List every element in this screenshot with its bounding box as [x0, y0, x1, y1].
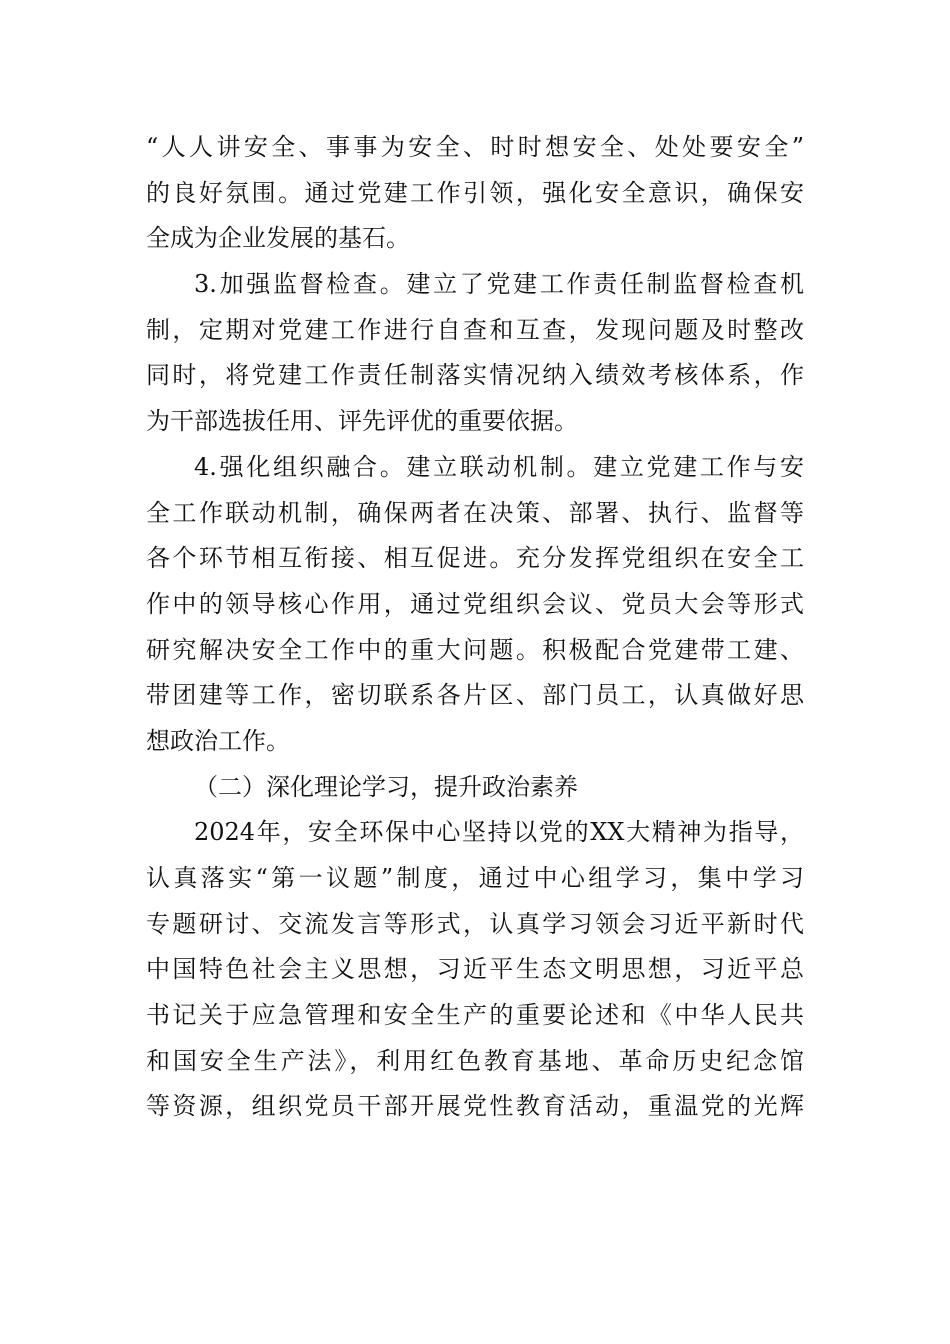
text-line: 同时，将党建工作责任制落实情况纳入绩效考核体系，作	[146, 361, 804, 390]
text-line: “人人讲安全、事事为安全、时时想安全、处处要安全”	[146, 133, 804, 161]
text-line: 带团建等工作，密切联系各片区、部门员工，认真做好思	[146, 681, 804, 710]
text-line: 为干部选拔任用、评先评优的重要依据。	[146, 407, 578, 436]
text-line: 书记关于应急管理和安全生产的重要论述和《中华人民共	[146, 1001, 804, 1030]
text-line: 作中的领导核心作用，通过党组织会议、党员大会等形式	[146, 589, 804, 618]
document-body	[146, 125, 804, 1130]
text-line: 全成为企业发展的基石。	[146, 224, 410, 253]
text-line: 各个环节相互衔接、相互促进。充分发挥党组织在安全工	[146, 544, 804, 573]
text-line: 中国特色社会主义思想，习近平生态文明思想，习近平总	[146, 955, 804, 984]
text-line: 和国安全生产法》，利用红色教育基地、革命历史纪念馆	[146, 1046, 804, 1075]
text-line: 全工作联动机制，确保两者在决策、部署、执行、监督等	[146, 498, 804, 527]
numbered-item-4-start: 4.强化组织融合。建立联动机制。建立党建工作与安	[194, 452, 804, 481]
text-line: 等资源，组织党员干部开展党性教育活动，重温党的光辉	[146, 1092, 804, 1121]
section-heading: （二）深化理论学习，提升政治素养	[194, 772, 578, 801]
text-line: 制，定期对党建工作进行自查和互查，发现问题及时整改	[146, 315, 804, 344]
numbered-item-3-start: 3.加强监督检查。建立了党建工作责任制监督检查机	[194, 270, 804, 299]
paragraph-start: 2024年，安全环保中心坚持以党的XX大精神为指导，	[194, 818, 804, 847]
text-line: 认真落实“第一议题”制度，通过中心组学习，集中学习	[146, 864, 804, 892]
text-line: 研究解决安全工作中的重大问题。积极配合党建带工建、	[146, 635, 804, 664]
text-line: 想政治工作。	[146, 726, 290, 755]
text-line: 的良好氛围。通过党建工作引领，强化安全意识，确保安	[146, 178, 804, 207]
text-line: 专题研讨、交流发言等形式，认真学习领会习近平新时代	[146, 909, 804, 938]
